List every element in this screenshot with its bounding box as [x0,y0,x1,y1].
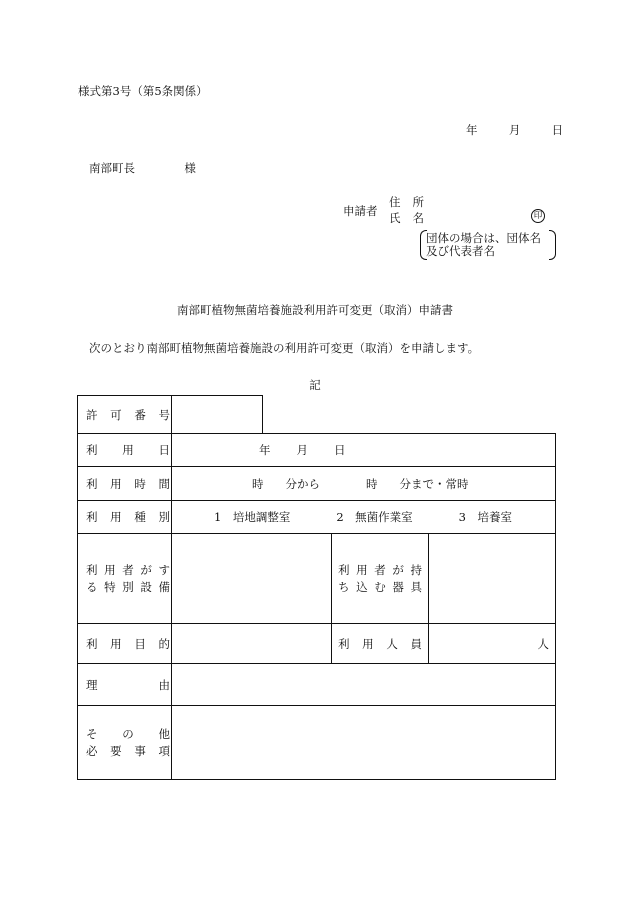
bracket-right [549,230,556,260]
row-reason [77,663,556,706]
special-equipment-input[interactable] [172,534,331,623]
reason-label: 理 由 [86,677,170,692]
users-unit: 人 [537,636,549,651]
date-day-label: 日 [551,123,564,137]
use-time-input[interactable]: 時 分から 時 分まで・常時 [252,476,469,491]
use-date-label: 利 用 日 [86,443,170,457]
document-title: 南部町植物無菌培養施設利用許可変更（取消）申請書 [177,303,453,317]
brought-equipment-input[interactable] [429,534,555,623]
users-count-label: 利 用 人 員 [338,636,422,651]
addressee [89,163,196,175]
addressee-honorific: 様 [184,161,196,175]
form-number: 様式第3号（第5条関係） [78,84,208,98]
use-date-input[interactable]: 年 月 日 [259,443,346,457]
other-label: そ の 他 必 要 事 項 [86,726,170,758]
use-time-label: 利 用 時 間 [86,476,170,491]
option-culture-room[interactable]: 3 培養室 [458,510,512,524]
row-other [77,705,556,780]
organization-note [420,230,556,258]
addressee-name: 南部町長 [89,161,135,175]
date-year-label: 年 [466,123,478,137]
ki-heading: 記 [309,378,321,392]
application-date [466,125,563,137]
row-purpose [77,623,556,664]
other-input[interactable] [172,706,555,779]
name-label: 氏 名 [389,211,424,225]
use-type-options [172,501,555,533]
use-type-label: 利 用 種 別 [86,510,170,524]
permit-number-input[interactable] [172,396,262,434]
brought-equipment-label: 利 用 者 が 持 ち 込 む 器 具 [338,562,422,594]
date-month-label: 月 [508,123,521,137]
purpose-label: 利 用 目 的 [86,636,170,651]
permit-number-label: 許 可 番 号 [86,408,170,422]
users-count-input[interactable] [429,624,555,663]
organization-note-text: 団体の場合は、団体名及び代表者名 [426,231,541,258]
row-use-type [77,500,556,534]
row-use-date [77,433,556,467]
option-medium-room[interactable]: 1 培地調整室 [214,510,291,524]
seal-mark: 印 [531,209,545,223]
row-permit-number [77,395,263,434]
purpose-input[interactable] [172,624,331,663]
row-equipment [77,533,556,624]
reason-input[interactable] [172,664,555,705]
special-equipment-label: 利 用 者 が す る 特 別 設 備 [86,562,170,594]
address-label: 住 所 [389,195,424,209]
option-sterile-room[interactable]: 2 無菌作業室 [336,510,413,524]
applicant-label: 申請者 [343,204,378,218]
row-use-time [77,466,556,501]
intro-text: 次のとおり南部町植物無菌培養施設の利用許可変更（取消）を申請します。 [89,341,480,355]
